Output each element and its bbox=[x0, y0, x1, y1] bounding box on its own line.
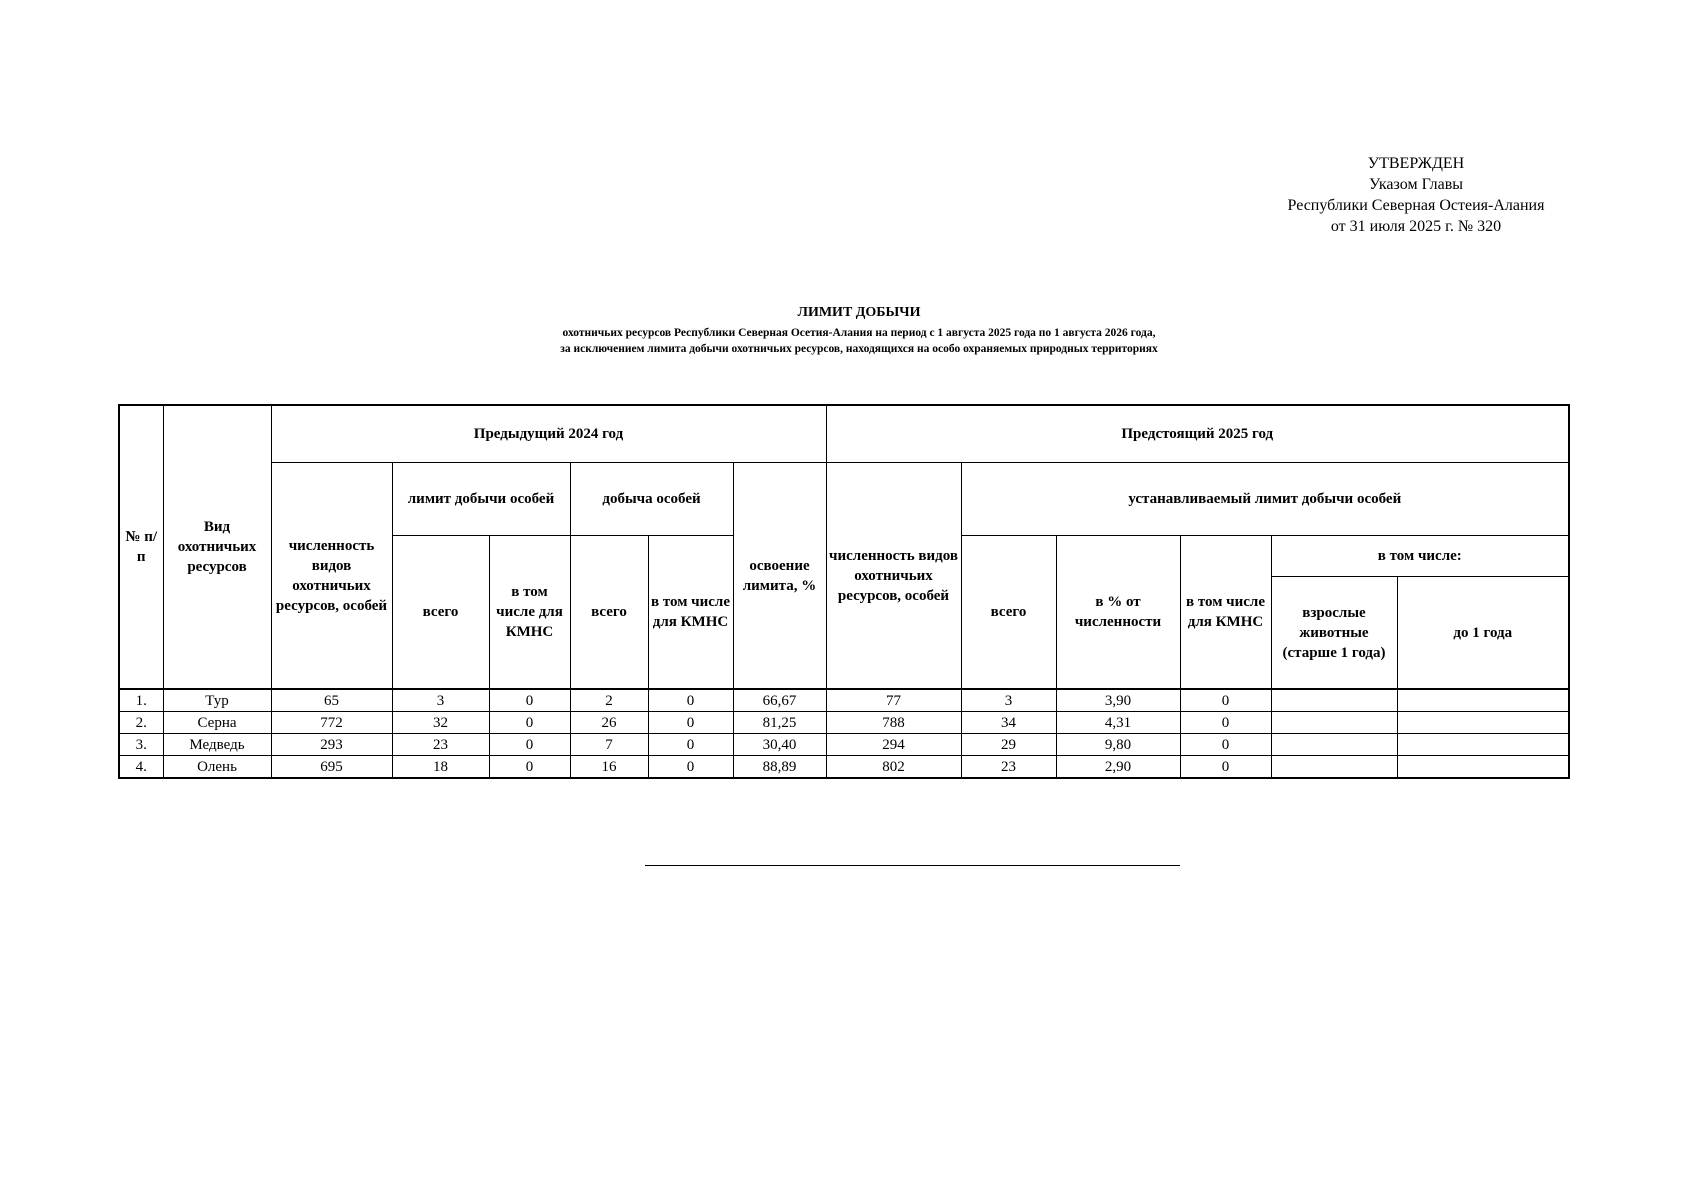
header-prev-limit-kmns: в том числе для КМНС bbox=[489, 536, 570, 690]
header-num: № п/п bbox=[119, 405, 163, 689]
cell-prev-limit-total: 23 bbox=[392, 734, 489, 756]
cell-next-limit-total: 34 bbox=[961, 712, 1056, 734]
cell-next-limit-total: 23 bbox=[961, 756, 1056, 779]
closing-divider bbox=[645, 865, 1180, 866]
header-prev-harvest: добыча особей bbox=[570, 463, 733, 536]
header-harvest-total: всего bbox=[570, 536, 648, 690]
header-prev-usage: освоение лимита, % bbox=[733, 463, 826, 690]
approval-stamp bbox=[1270, 153, 1562, 237]
limits-table bbox=[118, 404, 1570, 779]
cell-next-limit-percent: 9,80 bbox=[1056, 734, 1180, 756]
cell-under-one bbox=[1397, 712, 1569, 734]
table-row bbox=[119, 734, 1569, 756]
cell-next-limit-kmns: 0 bbox=[1180, 734, 1271, 756]
cell-under-one bbox=[1397, 756, 1569, 779]
header-including: в том числе: bbox=[1271, 536, 1569, 577]
cell-next-limit-kmns: 0 bbox=[1180, 689, 1271, 712]
cell-num: 3. bbox=[119, 734, 163, 756]
header-species: Вид охотничьих ресурсов bbox=[163, 405, 271, 689]
cell-prev-population: 695 bbox=[271, 756, 392, 779]
cell-species: Олень bbox=[163, 756, 271, 779]
table-row bbox=[119, 756, 1569, 779]
cell-harvest-total: 7 bbox=[570, 734, 648, 756]
header-adults: взрослые животные (старше 1 года) bbox=[1271, 577, 1397, 690]
cell-next-limit-kmns: 0 bbox=[1180, 756, 1271, 779]
cell-num: 2. bbox=[119, 712, 163, 734]
title-subtitle-2: за исключением лимита добычи охотничьих ресурсов, находящихся на особо охраняемых природных территориях bbox=[560, 343, 1158, 355]
header-harvest-kmns: в том числе для КМНС bbox=[648, 536, 733, 690]
cell-next-limit-percent: 4,31 bbox=[1056, 712, 1180, 734]
cell-harvest-kmns: 0 bbox=[648, 712, 733, 734]
approval-line-republic: Республики Северная Остеия-Алания bbox=[1287, 197, 1545, 214]
cell-harvest-total: 26 bbox=[570, 712, 648, 734]
cell-next-population: 294 bbox=[826, 734, 961, 756]
cell-species: Тур bbox=[163, 689, 271, 712]
cell-next-limit-total: 29 bbox=[961, 734, 1056, 756]
cell-under-one bbox=[1397, 734, 1569, 756]
cell-next-population: 802 bbox=[826, 756, 961, 779]
cell-prev-population: 65 bbox=[271, 689, 392, 712]
cell-harvest-total: 2 bbox=[570, 689, 648, 712]
header-next-limit-total: всего bbox=[961, 536, 1056, 690]
cell-prev-limit-kmns: 0 bbox=[489, 712, 570, 734]
header-next-limit: устанавливаемый лимит добычи особей bbox=[961, 463, 1569, 536]
approval-line-decree: Указом Главы bbox=[1368, 176, 1464, 193]
table-row bbox=[119, 712, 1569, 734]
header-next-limit-kmns: в том числе для КМНС bbox=[1180, 536, 1271, 690]
cell-num: 1. bbox=[119, 689, 163, 712]
cell-num: 4. bbox=[119, 756, 163, 779]
header-prev-limit: лимит добычи особей bbox=[392, 463, 570, 536]
header-prev-limit-total: всего bbox=[392, 536, 489, 690]
header-prev-year: Предыдущий 2024 год bbox=[271, 405, 826, 463]
approval-line-date: от 31 июля 2025 г. № 320 bbox=[1330, 218, 1502, 235]
document-title bbox=[440, 304, 1278, 357]
header-next-year: Предстоящий 2025 год bbox=[826, 405, 1569, 463]
cell-under-one bbox=[1397, 689, 1569, 712]
approval-line-approved: УТВЕРЖДЕН bbox=[1367, 155, 1465, 172]
cell-prev-population: 293 bbox=[271, 734, 392, 756]
cell-harvest-kmns: 0 bbox=[648, 689, 733, 712]
title-main: ЛИМИТ ДОБЫЧИ bbox=[797, 305, 921, 320]
cell-next-limit-total: 3 bbox=[961, 689, 1056, 712]
cell-harvest-kmns: 0 bbox=[648, 734, 733, 756]
cell-adults bbox=[1271, 756, 1397, 779]
cell-harvest-total: 16 bbox=[570, 756, 648, 779]
cell-usage: 30,40 bbox=[733, 734, 826, 756]
cell-harvest-kmns: 0 bbox=[648, 756, 733, 779]
cell-adults bbox=[1271, 734, 1397, 756]
cell-usage: 81,25 bbox=[733, 712, 826, 734]
cell-prev-limit-total: 18 bbox=[392, 756, 489, 779]
cell-prev-limit-total: 32 bbox=[392, 712, 489, 734]
cell-next-population: 788 bbox=[826, 712, 961, 734]
cell-next-limit-kmns: 0 bbox=[1180, 712, 1271, 734]
cell-species: Серна bbox=[163, 712, 271, 734]
cell-prev-limit-kmns: 0 bbox=[489, 689, 570, 712]
cell-prev-limit-kmns: 0 bbox=[489, 734, 570, 756]
header-under-one: до 1 года bbox=[1397, 577, 1569, 690]
header-next-limit-percent: в % от численности bbox=[1056, 536, 1180, 690]
cell-usage: 88,89 bbox=[733, 756, 826, 779]
cell-prev-limit-kmns: 0 bbox=[489, 756, 570, 779]
cell-next-limit-percent: 3,90 bbox=[1056, 689, 1180, 712]
cell-adults bbox=[1271, 689, 1397, 712]
header-prev-population: численность видов охотничьих ресурсов, особей bbox=[271, 463, 392, 690]
cell-species: Медведь bbox=[163, 734, 271, 756]
cell-usage: 66,67 bbox=[733, 689, 826, 712]
cell-adults bbox=[1271, 712, 1397, 734]
cell-next-limit-percent: 2,90 bbox=[1056, 756, 1180, 779]
cell-prev-limit-total: 3 bbox=[392, 689, 489, 712]
cell-next-population: 77 bbox=[826, 689, 961, 712]
table-row bbox=[119, 689, 1569, 712]
header-next-population: численность видов охотничьих ресурсов, особей bbox=[826, 463, 961, 690]
title-subtitle-1: охотничьих ресурсов Республики Северная Осетия-Алания на период с 1 августа 2025 года по 1 августа 2026 года, bbox=[562, 327, 1156, 339]
cell-prev-population: 772 bbox=[271, 712, 392, 734]
